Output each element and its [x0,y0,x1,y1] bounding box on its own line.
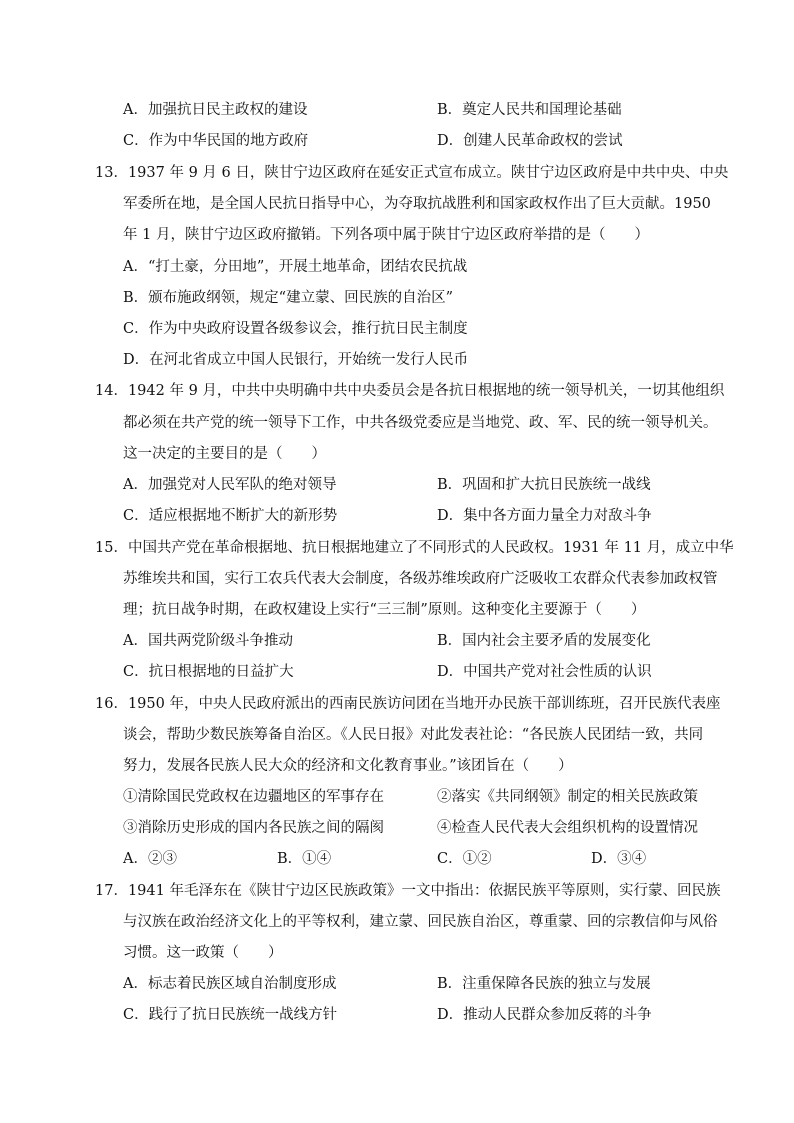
q14-option-c: C．适应根据地不断扩大的新形势 [123,508,338,524]
q17-stem-line-2: 与汉族在政治经济文化上的平等权利，建立蒙、回民族自治区，尊重蒙、回的宗教信仰与风俗 [123,914,718,930]
q12-option-d: D．创建人民革命政权的尝试 [437,133,623,149]
q15-option-d: D．中国共产党对社会性质的认识 [437,664,652,680]
q17-stem-line-1: 17．1941 年毛泽东在《陕甘宁边区民族政策》一文中指出：依据民族平等原则，实行蒙、回民族 [95,883,721,899]
q15-option-c: C．抗日根据地的日益扩大 [123,664,294,680]
q12-option-b: B．奠定人民共和国理论基础 [437,102,622,118]
q16-option-c: C．①② [437,851,492,867]
q17-option-d: D．推动人民群众参加反蒋的斗争 [437,1007,652,1023]
q17-stem-line-3: 习惯。这一政策（ ） [123,945,283,961]
q16-item-4: ④检查人民代表大会组织机构的设置情况 [437,820,698,836]
q16-option-b: B．①④ [277,851,332,867]
q15-option-b: B．国内社会主要矛盾的发展变化 [437,633,651,649]
q15-stem-line-2: 苏维埃共和国，实行工农兵代表大会制度，各级苏维埃政府广泛吸收工农群众代表参加政权管 [123,571,718,587]
q15-stem-line-3: 理；抗日战争时期，在政权建设上实行“三三制”原则。这种变化主要源于（ ） [123,602,646,618]
q13-option-c: C．作为中央政府设置各级参议会，推行抗日民主制度 [123,321,468,337]
q13-option-b: B．颁布施政纲领，规定“建立蒙、回民族的自治区” [123,290,453,306]
q14-stem-line-2: 都必须在共产党的统一领导下工作，中共各级党委应是当地党、政、军、民的统一领导机关。 [123,415,718,431]
q13-stem-line-3: 年 1 月，陕甘宁边区政府撤销。下列各项中属于陕甘宁边区政府举措的是（ ） [123,227,649,243]
q12-option-c: C．作为中华民国的地方政府 [123,133,309,149]
q17-option-c: C．践行了抗日民族统一战线方针 [123,1007,338,1023]
q15-option-a: A．国共两党阶级斗争推动 [123,633,293,649]
q17-option-b: B．注重保障各民族的独立与发展 [437,976,651,992]
q14-stem-line-3: 这一决定的主要目的是（ ） [123,446,326,462]
q13-option-a: A．“打土豪，分田地”，开展土地革命，团结农民抗战 [123,259,468,275]
q16-option-d: D．③④ [591,851,647,867]
q16-item-3: ③消除历史形成的国内各民族之间的隔阂 [123,820,384,836]
q15-stem-line-1: 15．中国共产党在革命根据地、抗日根据地建立了不同形式的人民政权。1931 年 11 月，成立中华 [95,540,734,556]
q12-option-a: A．加强抗日民主政权的建设 [123,102,308,118]
q14-option-a: A．加强党对人民军队的绝对领导 [123,477,337,493]
q13-stem-line-1: 13．1937 年 9 月 6 日，陕甘宁边区政府在延安正式宣布成立。陕甘宁边区政府是中共中央、中央 [95,165,729,181]
q13-stem-line-2: 军委所在地，是全国人民抗日指导中心，为夺取抗战胜利和国家政权作出了巨大贡献。1950 [123,196,711,212]
q16-stem-line-2: 谈会，帮助少数民族筹备自治区。《人民日报》对此发表社论：“各民族人民团结一致，共同 [123,727,704,743]
q16-option-a: A．②③ [123,851,177,867]
q17-option-a: A．标志着民族区域自治制度形成 [123,976,337,992]
q16-item-1: ①清除国民党政权在边疆地区的军事存在 [123,789,384,805]
q16-stem-line-3: 努力，发展各民族人民大众的经济和文化教育事业。”该团旨在（ ） [123,758,573,774]
q14-option-b: B．巩固和扩大抗日民族统一战线 [437,477,651,493]
q14-stem-line-1: 14．1942 年 9 月，中共中央明确中共中央委员会是各抗日根据地的统一领导机关，一切其他组织 [95,383,725,399]
q16-stem-line-1: 16．1950 年，中央人民政府派出的西南民族访问团在当地开办民族干部训练班，召开民族代表座 [95,696,721,712]
q16-item-2: ②落实《共同纲领》制定的相关民族政策 [437,789,698,805]
q13-option-d: D．在河北省成立中国人民银行，开始统一发行人民币 [123,352,469,368]
q14-option-d: D．集中各方面力量全力对敌斗争 [437,508,652,524]
